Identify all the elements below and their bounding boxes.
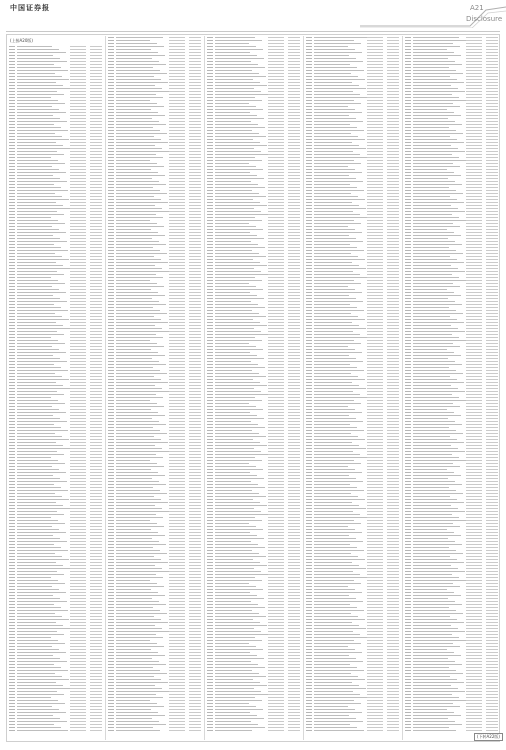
table-row <box>8 729 105 732</box>
masthead: 中国证券报 <box>10 3 50 12</box>
table-column <box>8 36 105 740</box>
table-row <box>305 729 402 732</box>
page-header <box>0 0 506 30</box>
column-divider <box>402 36 403 740</box>
table-column <box>206 36 303 740</box>
column-divider <box>303 36 304 740</box>
table-row <box>107 729 204 732</box>
page-number: A21 <box>470 4 484 12</box>
continued-from-label: (上接A20版) <box>10 38 33 43</box>
continued-to-label: (下转A22版) <box>474 733 503 741</box>
table-column <box>107 36 204 740</box>
table-row <box>404 729 501 732</box>
header-rule <box>6 31 500 32</box>
table-column <box>305 36 402 740</box>
section-title-english: Disclosure <box>466 15 503 23</box>
table-row <box>206 729 303 732</box>
column-divider <box>105 36 106 740</box>
column-divider <box>204 36 205 740</box>
table-column <box>404 36 501 740</box>
